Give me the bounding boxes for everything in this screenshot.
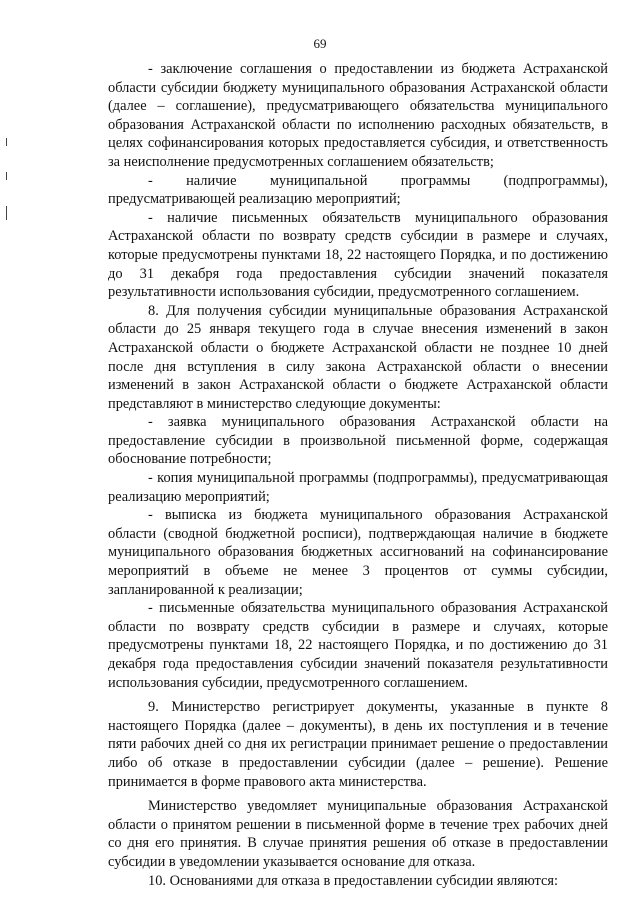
page-number: 69 <box>313 36 327 51</box>
paragraph: - копия муниципальной программы (подпрограммы), предусматривающая реализацию мероприятий; <box>108 470 608 505</box>
paragraph: 9. Министерство регистрирует документы, указанные в пункте 8 настоящего Порядка (далее – документы), в день их поступления и в течение пяти рабочих дней со дня их регистрации принимает решение о предоставлении либо об отказе в предоставлении субсидии (далее – решение). Решение принимается в форме правового акта министерства. <box>108 699 608 790</box>
paragraph: - наличие письменных обязательств муниципального образования Астраханской области по возврату средств субсидии в размере и случаях, которые предусмотрены пунктами 18, 22 настоящего Порядка, и по достижению до 31 декабря года предоставления субсидии значений показателя результативности использования субсидии, предусмотренного соглашением. <box>108 209 608 301</box>
paragraph: - наличие муниципальной программы (подпрограммы), предусматривающей реализацию мероприятий; <box>108 172 608 208</box>
paragraph: - заявка муниципального образования Астраханской области на предоставление субсидии в произвольной письменной форме, содержащая обоснование потребности; <box>108 414 608 468</box>
paragraph: Министерство уведомляет муниципальные образования Астраханской области о принятом решении в письменной форме в течение трех рабочих дней со дня его принятия. В случае принятия решения об отказе в предоставлении субсидии в уведомлении указывается основание для отказа. <box>108 798 608 870</box>
margin-mark <box>6 206 7 220</box>
margin-mark <box>6 172 7 180</box>
paragraph: - заключение соглашения о предоставлении из бюджета Астраханской области субсидии бюджету муниципального образования Астраханской области (далее – соглашение), предусматривающего обязательства муниципального образования Астраханской области по исполнению расходных обязательств, в целях софинансирования которых предоставляется субсидия, и ответственность за неисполнение предусмотренных соглашением обязательств; <box>108 61 608 170</box>
paragraph: 8. Для получения субсидии муниципальные образования Астраханской области до 25 января текущего года в случае внесения изменений в закон Астраханской области о бюджете Астраханской области не позднее 10 дней после дня вступления в силу закона Астраханской области о внесении изменений в закон Астраханской области о бюджете Астраханской области представляют в министерство следующие документы: <box>108 302 608 412</box>
document-body <box>108 60 608 890</box>
paragraph: 10. Основаниями для отказа в предоставлении субсидии являются: <box>148 872 558 889</box>
margin-mark <box>6 138 7 146</box>
paragraph: - письменные обязательства муниципального образования Астраханской области по возврату средств субсидии в размере и случаях, которые предусмотрены пунктами 18, 22 настоящего Порядка, и по достижению до 31 декабря года предоставления субсидии значений показателя результативности использования субсидии, предусмотренного соглашением. <box>108 600 608 691</box>
paragraph: - выписка из бюджета муниципального образования Астраханской области (сводной бюджетной росписи), подтверждающая наличие в бюджете муниципального образования бюджетных ассигнований на софинансирование мероприятий в объеме не менее 3 процентов от суммы субсидии, запланированной к реализации; <box>108 507 608 598</box>
